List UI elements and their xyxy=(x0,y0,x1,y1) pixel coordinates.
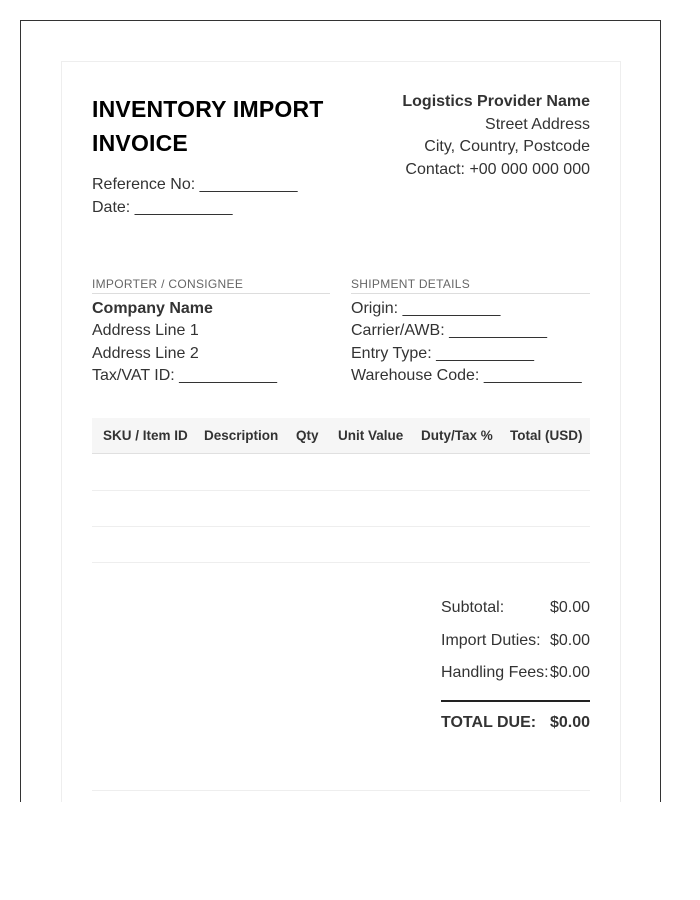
column-total: Total (USD) xyxy=(510,428,583,443)
column-duty-tax: Duty/Tax % xyxy=(421,428,493,443)
importer-address-2: Address Line 2 xyxy=(92,345,199,362)
provider-block xyxy=(400,91,590,181)
shipment-entry-type: Entry Type: ___________ xyxy=(351,345,534,362)
shipment-heading: SHIPMENT DETAILS xyxy=(351,277,471,291)
handling-fees-label: Handling Fees: xyxy=(441,664,549,681)
provider-street: Street Address xyxy=(485,115,590,133)
column-sku: SKU / Item ID xyxy=(103,428,188,443)
total-divider xyxy=(441,700,590,702)
subtotal-label: Subtotal: xyxy=(441,599,505,616)
invoice-title: INVENTORY IMPORT INVOICE xyxy=(92,96,324,156)
importer-company: Company Name xyxy=(92,300,213,317)
importer-tax-id: Tax/VAT ID: ___________ xyxy=(92,367,278,384)
importer-divider xyxy=(92,293,330,294)
table-row xyxy=(92,490,590,491)
shipment-divider xyxy=(351,293,590,294)
provider-city: City, Country, Postcode xyxy=(424,138,590,155)
invoice-date: Date: ___________ xyxy=(92,199,233,216)
provider-name: Logistics Provider Name xyxy=(402,93,590,110)
column-description: Description xyxy=(204,428,279,443)
handling-fees-value: $0.00 xyxy=(549,664,590,681)
items-table-header xyxy=(92,418,590,454)
column-unit-value: Unit Value xyxy=(338,428,404,443)
shipment-origin: Origin: ___________ xyxy=(351,300,501,317)
subtotal-value: $0.00 xyxy=(549,599,590,616)
shipment-warehouse: Warehouse Code: ___________ xyxy=(351,367,582,384)
column-qty: Qty xyxy=(296,428,319,443)
importer-heading: IMPORTER / CONSIGNEE xyxy=(92,277,244,291)
table-row xyxy=(92,562,590,563)
import-duties-label: Import Duties: xyxy=(441,632,541,649)
total-due-label: TOTAL DUE: xyxy=(441,714,537,731)
footer-divider xyxy=(92,790,590,791)
import-duties-value: $0.00 xyxy=(549,632,590,649)
importer-address-1: Address Line 1 xyxy=(92,322,199,339)
shipment-carrier: Carrier/AWB: ___________ xyxy=(351,322,547,339)
total-due-value: $0.00 xyxy=(549,714,590,731)
provider-contact: Contact: +00 000 000 000 xyxy=(405,160,590,178)
table-row xyxy=(92,526,590,527)
reference-number: Reference No: ___________ xyxy=(92,176,298,193)
